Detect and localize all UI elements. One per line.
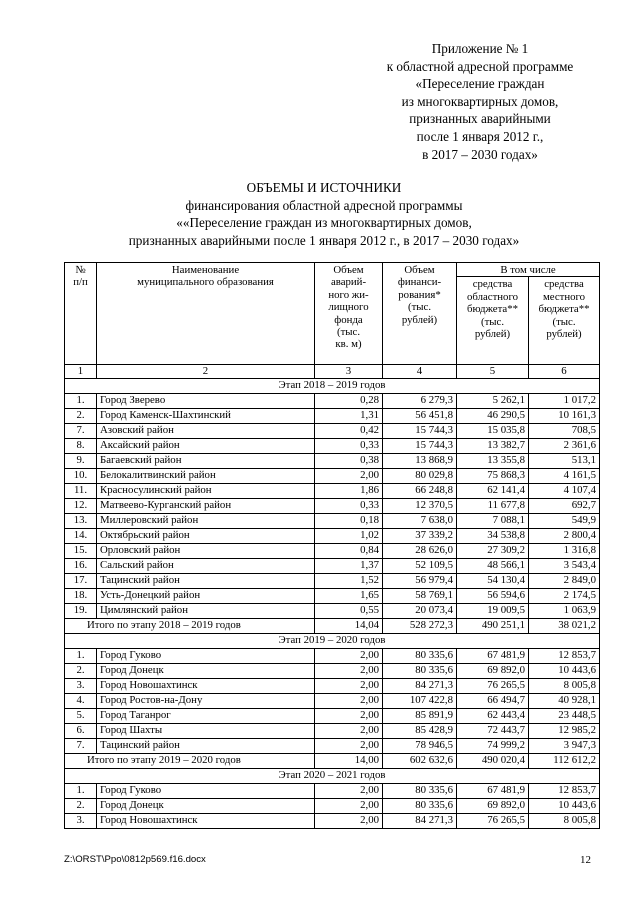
housing-area: 0,55 [315,604,383,619]
appendix-line: Приложение № 1 [431,41,529,56]
local-budget: 4 161,5 [529,469,600,484]
regional-budget: 7 088,1 [457,514,529,529]
total-label: Итого по этапу 2019 – 2020 годов [65,754,315,769]
column-number: 3 [315,365,383,379]
row-number: 16. [65,559,97,574]
housing-area: 2,00 [315,709,383,724]
local-budget: 2 800,4 [529,529,600,544]
table-row [65,799,600,814]
table-row [65,484,600,499]
table-row [65,469,600,484]
housing-area: 1,52 [315,574,383,589]
housing-area: 2,00 [315,784,383,799]
regional-budget: 5 262,1 [457,394,529,409]
local-budget: 2 174,5 [529,589,600,604]
municipality-name: Город Донецк [97,799,315,814]
row-number: 19. [65,604,97,619]
regional-budget-total: 490 020,4 [457,754,529,769]
table-row [65,604,600,619]
housing-area: 2,00 [315,724,383,739]
housing-area-total: 14,04 [315,619,383,634]
housing-area: 2,00 [315,799,383,814]
municipality-name: Белокалитвинский район [97,469,315,484]
financing-amount: 85 891,9 [383,709,457,724]
municipality-name: Город Новошахтинск [97,679,315,694]
local-budget: 3 947,3 [529,739,600,754]
regional-budget: 72 443,7 [457,724,529,739]
housing-area: 2,00 [315,679,383,694]
regional-budget: 74 999,2 [457,739,529,754]
table-row [65,514,600,529]
municipality-name: Усть-Донецкий район [97,589,315,604]
appendix-line: в 2017 – 2030 годах» [422,146,538,162]
table-row [65,814,600,829]
appendix-line: из многоквартирных домов, [401,93,559,109]
row-number: 4. [65,694,97,709]
local-budget: 12 853,7 [529,649,600,664]
financing-amount: 56 979,4 [383,574,457,589]
local-budget: 8 005,8 [529,679,600,694]
local-budget: 8 005,8 [529,814,600,829]
column-number: 2 [97,365,315,379]
municipality-name: Цимлянский район [97,604,315,619]
financing-amount: 28 626,0 [383,544,457,559]
financing-amount: 84 271,3 [383,679,457,694]
table-row [65,529,600,544]
row-number: 2. [65,664,97,679]
appendix-note [360,40,600,163]
appendix-line: после 1 января 2012 г., [416,128,544,144]
stage-title: Этап 2019 – 2020 годов [65,634,600,649]
table-row [65,664,600,679]
regional-budget: 11 677,8 [457,499,529,514]
row-number: 15. [65,544,97,559]
local-budget: 2 849,0 [529,574,600,589]
housing-area: 0,38 [315,454,383,469]
row-number: 3. [65,679,97,694]
header-name: Наименование муниципального образования [97,263,315,365]
table-body [65,379,600,829]
regional-budget: 62 443,4 [457,709,529,724]
table-row [65,424,600,439]
housing-area-total: 14,00 [315,754,383,769]
regional-budget: 54 130,4 [457,574,529,589]
stage-title: Этап 2018 – 2019 годов [65,379,600,394]
financing-total: 528 272,3 [383,619,457,634]
regional-budget: 67 481,9 [457,784,529,799]
municipality-name: Орловский район [97,544,315,559]
table-row [65,589,600,604]
municipality-name: Город Донецк [97,664,315,679]
local-budget: 10 161,3 [529,409,600,424]
housing-area: 2,00 [315,814,383,829]
financing-amount: 52 109,5 [383,559,457,574]
local-budget: 23 448,5 [529,709,600,724]
housing-area: 1,86 [315,484,383,499]
housing-area: 0,33 [315,499,383,514]
financing-amount: 107 422,8 [383,694,457,709]
row-number: 13. [65,514,97,529]
table-row [65,574,600,589]
housing-area: 2,00 [315,664,383,679]
total-label: Итого по этапу 2018 – 2019 годов [65,619,315,634]
regional-budget: 69 892,0 [457,664,529,679]
housing-area: 1,65 [315,589,383,604]
row-number: 1. [65,394,97,409]
row-number: 10. [65,469,97,484]
stage-header-row [65,634,600,649]
table-row [65,559,600,574]
municipality-name: Миллеровский район [97,514,315,529]
financing-amount: 80 335,6 [383,649,457,664]
housing-area: 0,28 [315,394,383,409]
row-number: 11. [65,484,97,499]
column-number: 4 [383,365,457,379]
local-budget: 1 017,2 [529,394,600,409]
table-row [65,694,600,709]
local-budget: 10 443,6 [529,664,600,679]
header-local-budget: средства местного бюджета** (тыс. рублей) [529,277,600,365]
table-row [65,409,600,424]
local-budget: 1 316,8 [529,544,600,559]
regional-budget: 19 009,5 [457,604,529,619]
row-number: 8. [65,439,97,454]
financing-amount: 80 335,6 [383,784,457,799]
regional-budget: 46 290,5 [457,409,529,424]
municipality-name: Красносулинский район [97,484,315,499]
housing-area: 0,42 [315,424,383,439]
local-budget: 3 543,4 [529,559,600,574]
municipality-name: Город Ростов-на-Дону [97,694,315,709]
row-number: 12. [65,499,97,514]
title-line: ««Переселение граждан из многоквартирных домов, [176,215,472,231]
row-number: 18. [65,589,97,604]
local-budget: 10 443,6 [529,799,600,814]
row-number: 2. [65,799,97,814]
municipality-name: Город Новошахтинск [97,814,315,829]
municipality-name: Город Каменск-Шахтинский [97,409,315,424]
stage-total-row [65,754,600,769]
row-number: 9. [65,454,97,469]
header-financing: Объем финанси- рования* (тыс. рублей) [383,263,457,365]
appendix-line: «Переселение граждан [415,76,545,92]
appendix-line: признанных аварийными [409,111,551,127]
municipality-name: Октябрьский район [97,529,315,544]
row-number: 2. [65,409,97,424]
page-number: 12 [580,854,591,866]
row-number: 7. [65,424,97,439]
regional-budget: 13 382,7 [457,439,529,454]
title-line: ОБЪЕМЫ И ИСТОЧНИКИ [246,180,402,195]
regional-budget: 67 481,9 [457,649,529,664]
financing-amount: 56 451,8 [383,409,457,424]
row-number: 6. [65,724,97,739]
column-number: 5 [457,365,529,379]
local-budget: 40 928,1 [529,694,600,709]
financing-amount: 66 248,8 [383,484,457,499]
table-row [65,784,600,799]
regional-budget-total: 490 251,1 [457,619,529,634]
row-number: 7. [65,739,97,754]
municipality-name: Город Таганрог [97,709,315,724]
municipality-name: Аксайский район [97,439,315,454]
local-budget: 708,5 [529,424,600,439]
local-budget: 513,1 [529,454,600,469]
financing-amount: 80 335,6 [383,799,457,814]
municipality-name: Город Зверево [97,394,315,409]
stage-header-row [65,769,600,784]
row-number: 5. [65,709,97,724]
financing-amount: 20 073,4 [383,604,457,619]
financing-amount: 12 370,5 [383,499,457,514]
regional-budget: 69 892,0 [457,799,529,814]
stage-header-row [65,379,600,394]
header-regional-budget: средства областного бюджета** (тыс. рублей) [457,277,529,365]
title-line: признанных аварийными после 1 января 2012 г., в 2017 – 2030 годах» [128,232,520,248]
regional-budget: 75 868,3 [457,469,529,484]
financing-amount: 80 335,6 [383,664,457,679]
title-line: финансирования областной адресной программы [185,197,463,213]
row-number: 14. [65,529,97,544]
local-budget: 12 853,7 [529,784,600,799]
regional-budget: 13 355,8 [457,454,529,469]
financing-amount: 84 271,3 [383,814,457,829]
appendix-line: к областной адресной программе [386,58,574,74]
row-number: 1. [65,784,97,799]
local-budget: 12 985,2 [529,724,600,739]
row-number: 3. [65,814,97,829]
financing-table [64,262,600,829]
housing-area: 0,84 [315,544,383,559]
column-numbers-row [65,365,600,379]
table-row [65,439,600,454]
financing-amount: 7 638,0 [383,514,457,529]
financing-amount: 78 946,5 [383,739,457,754]
local-budget: 2 361,6 [529,439,600,454]
municipality-name: Азовский район [97,424,315,439]
financing-amount: 13 868,9 [383,454,457,469]
regional-budget: 66 494,7 [457,694,529,709]
regional-budget: 34 538,8 [457,529,529,544]
regional-budget: 48 566,1 [457,559,529,574]
local-budget-total: 112 612,2 [529,754,600,769]
municipality-name: Багаевский район [97,454,315,469]
municipality-name: Город Шахты [97,724,315,739]
municipality-name: Город Гуково [97,649,315,664]
table-row [65,649,600,664]
column-number: 6 [529,365,600,379]
local-budget-total: 38 021,2 [529,619,600,634]
table-row [65,499,600,514]
municipality-name: Тацинский район [97,574,315,589]
local-budget: 692,7 [529,499,600,514]
column-number: 1 [65,365,97,379]
local-budget: 4 107,4 [529,484,600,499]
housing-area: 0,33 [315,439,383,454]
table-row [65,679,600,694]
regional-budget: 76 265,5 [457,814,529,829]
regional-budget: 76 265,5 [457,679,529,694]
regional-budget: 15 035,8 [457,424,529,439]
financing-amount: 15 744,3 [383,424,457,439]
header-num: № п/п [65,263,97,365]
regional-budget: 56 594,6 [457,589,529,604]
housing-area: 1,31 [315,409,383,424]
financing-amount: 6 279,3 [383,394,457,409]
regional-budget: 62 141,4 [457,484,529,499]
table-row [65,394,600,409]
financing-amount: 15 744,3 [383,439,457,454]
housing-area: 1,02 [315,529,383,544]
financing-amount: 37 339,2 [383,529,457,544]
local-budget: 549,9 [529,514,600,529]
financing-total: 602 632,6 [383,754,457,769]
financing-amount: 58 769,1 [383,589,457,604]
table-row [65,724,600,739]
municipality-name: Сальский район [97,559,315,574]
financing-amount: 80 029,8 [383,469,457,484]
stage-title: Этап 2020 – 2021 годов [65,769,600,784]
housing-area: 2,00 [315,739,383,754]
table-row [65,454,600,469]
housing-area: 1,37 [315,559,383,574]
row-number: 17. [65,574,97,589]
stage-total-row [65,619,600,634]
financing-amount: 85 428,9 [383,724,457,739]
housing-area: 2,00 [315,469,383,484]
regional-budget: 27 309,2 [457,544,529,559]
table-row [65,709,600,724]
municipality-name: Матвеево-Курганский район [97,499,315,514]
file-path: Z:\ORST\Ppo\0812p569.f16.docx [64,854,206,865]
header-including: В том числе [457,263,600,277]
header-area: Объем аварий- ного жи- лищного фонда (тыс. кв. м) [315,263,383,365]
housing-area: 2,00 [315,694,383,709]
document-title [64,179,584,249]
housing-area: 0,18 [315,514,383,529]
municipality-name: Тацинский район [97,739,315,754]
housing-area: 2,00 [315,649,383,664]
municipality-name: Город Гуково [97,784,315,799]
table-row [65,544,600,559]
table-row [65,739,600,754]
local-budget: 1 063,9 [529,604,600,619]
row-number: 1. [65,649,97,664]
